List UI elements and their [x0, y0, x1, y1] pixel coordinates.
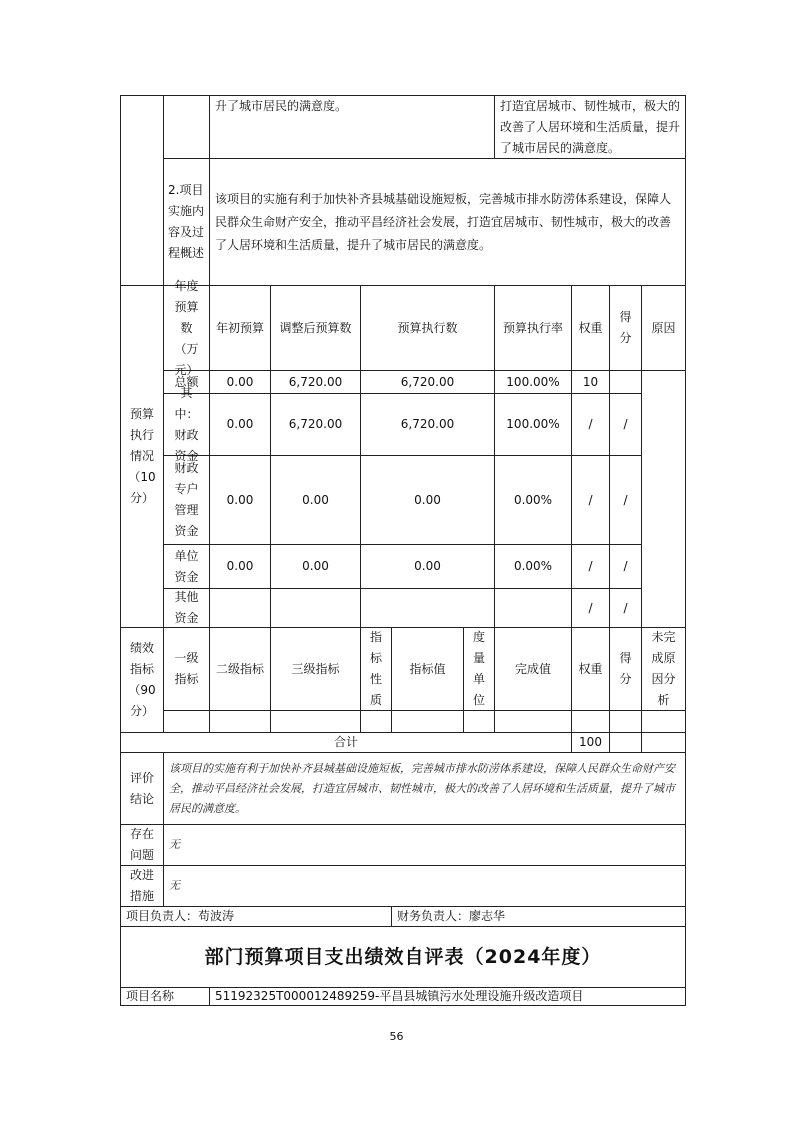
perf-header: 权重 [571, 627, 610, 711]
improve-text: 无 [163, 865, 686, 907]
budget-rate-cell: 0.00% [494, 544, 572, 589]
perf-header: 二级指标 [209, 627, 271, 711]
budget-header: 权重 [571, 285, 610, 371]
budget-section-label: 预算执行情况（10分） [120, 285, 164, 628]
perf-section-label: 绩效指标（90分） [120, 627, 164, 733]
budget-header: 原因 [641, 285, 686, 371]
continued-text: 升了城市居民的满意度。 [209, 95, 495, 159]
perf-empty-cell [209, 710, 271, 733]
budget-executed-cell: 0.00 [360, 544, 495, 589]
total-score [609, 732, 642, 753]
perf-empty-cell [571, 710, 610, 733]
budget-weight-cell: / [571, 544, 610, 589]
reason-cell [641, 370, 686, 628]
budget-executed-cell [360, 588, 495, 628]
budget-header: 年度预算数（万元） [163, 285, 210, 371]
budget-header: 年初预算 [209, 285, 271, 371]
conclusion-text: 该项目的实施有利于加快补齐县城基础设施短板，完善城市排水防涝体系建设，保障人民群众生命财产安全，推动平昌经济社会发展，打造宜居城市、韧性城市，极大的改善了人居环境和生活质量，提升了城市居民的满意度。 [163, 752, 686, 825]
problems-text: 无 [163, 824, 686, 866]
budget-rate-cell: 100.00% [494, 393, 572, 456]
budget-score-cell [609, 370, 642, 394]
budget-label-cell: 单位资金 [163, 544, 210, 589]
perf-header: 完成值 [494, 627, 572, 711]
perf-empty-cell [360, 710, 392, 733]
perf-header: 三级指标 [270, 627, 361, 711]
budget-score-cell: / [609, 588, 642, 628]
page-number: 56 [389, 1030, 404, 1043]
project-leader: 项目负责人：苟波涛 [120, 906, 392, 927]
improve-label: 改进措施 [120, 865, 164, 907]
budget-header: 预算执行率 [494, 285, 572, 371]
perf-header: 度量单位 [463, 627, 495, 711]
budget-label-cell: 其他资金 [163, 588, 210, 628]
budget-score-cell: / [609, 455, 642, 545]
budget-executed-cell: 6,720.00 [360, 370, 495, 394]
item2-text: 该项目的实施有利于加快补齐县城基础设施短板，完善城市排水防涝体系建设，保障人民群众生命财产安全，推动平昌经济社会发展，打造宜居城市、韧性城市，极大的改善了人居环境和生活质量，提升了城市居民的满意度。 [209, 158, 686, 286]
perf-empty-cell [163, 710, 210, 733]
perf-header: 一级指标 [163, 627, 210, 711]
next-table-title: 部门预算项目支出绩效自评表（2024年度） [120, 926, 686, 988]
blank-cell [163, 95, 210, 159]
perf-empty-cell [270, 710, 361, 733]
problems-label: 存在问题 [120, 824, 164, 866]
budget-score-cell: / [609, 544, 642, 589]
perf-header: 未完成原因分析 [641, 627, 686, 711]
budget-adjusted-cell: 6,720.00 [270, 370, 361, 394]
budget-rate-cell: 100.00% [494, 370, 572, 394]
perf-header: 指标值 [391, 627, 464, 711]
budget-executed-cell: 6,720.00 [360, 393, 495, 456]
budget-header: 得分 [609, 285, 642, 371]
project-name-label: 项目名称 [120, 987, 210, 1006]
perf-empty-cell [609, 710, 642, 733]
budget-header: 调整后预算数 [270, 285, 361, 371]
budget-adjusted-cell: 0.00 [270, 544, 361, 589]
perf-header: 得分 [609, 627, 642, 711]
budget-initial-cell: 0.00 [209, 455, 271, 545]
budget-initial-cell: 0.00 [209, 370, 271, 394]
perf-empty-cell [391, 710, 464, 733]
budget-weight-cell: / [571, 588, 610, 628]
finance-leader: 财务负责人：廖志华 [391, 906, 686, 927]
perf-empty-cell [494, 710, 572, 733]
budget-adjusted-cell: 0.00 [270, 455, 361, 545]
total-reason [641, 732, 686, 753]
budget-executed-cell: 0.00 [360, 455, 495, 545]
budget-weight-cell: / [571, 455, 610, 545]
budget-rate-cell: 0.00% [494, 455, 572, 545]
perf-header: 指标性质 [360, 627, 392, 711]
budget-initial-cell [209, 588, 271, 628]
budget-label-cell: 总额 [163, 370, 210, 394]
total-weight: 100 [571, 732, 610, 753]
budget-label-cell: 财政专户管理资金 [163, 455, 210, 545]
budget-adjusted-cell [270, 588, 361, 628]
project-name-value: 51192325T000012489259-平昌县城镇污水处理设施升级改造项目 [209, 987, 686, 1006]
budget-initial-cell: 0.00 [209, 544, 271, 589]
budget-weight-cell: / [571, 393, 610, 456]
budget-initial-cell: 0.00 [209, 393, 271, 456]
conclusion-label: 评价结论 [120, 752, 164, 825]
item2-label: 2.项目实施内容及过程概述 [163, 158, 210, 286]
budget-weight-cell: 10 [571, 370, 610, 394]
budget-rate-cell [494, 588, 572, 628]
blank-cell [120, 95, 164, 286]
budget-adjusted-cell: 6,720.00 [270, 393, 361, 456]
perf-empty-cell [641, 710, 686, 733]
budget-header: 预算执行数 [360, 285, 495, 371]
perf-empty-cell [463, 710, 495, 733]
budget-label-cell: 其中：财政资金 [163, 393, 210, 456]
budget-score-cell: / [609, 393, 642, 456]
target-text: 打造宜居城市、韧性城市，极大的改善了人居环境和生活质量，提升了城市居民的满意度。 [494, 95, 686, 159]
total-label: 合计 [120, 732, 572, 753]
